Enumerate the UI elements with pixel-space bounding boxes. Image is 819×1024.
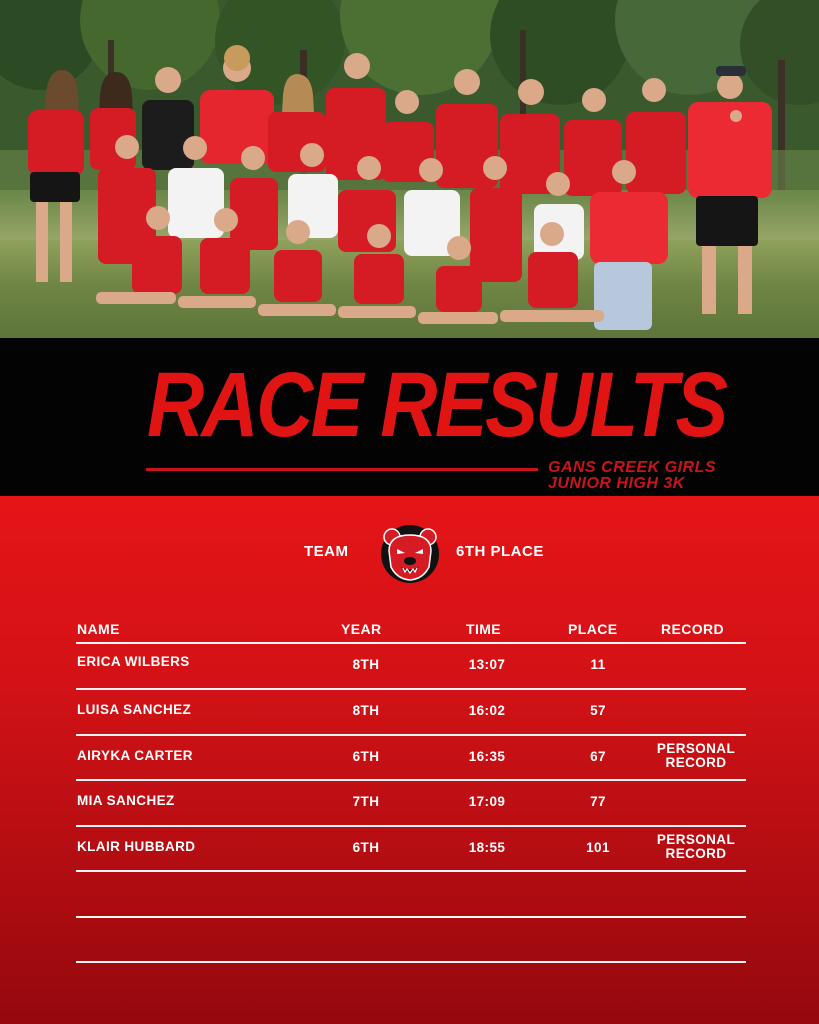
runner-name: ERICA WILBERS [77, 654, 190, 669]
runner-time: 18:55 [468, 840, 506, 855]
runner-year: 6TH [352, 749, 380, 764]
runner-year: 8TH [352, 657, 380, 672]
runner-year: 6TH [352, 840, 380, 855]
runner-place: 11 [590, 657, 606, 672]
runner-name: KLAIR HUBBARD [77, 839, 196, 854]
result-row [0, 781, 819, 827]
runner-record: PERSONAL RECORD [656, 832, 736, 861]
bear-logo-icon [379, 523, 441, 585]
column-header-place: PLACE [568, 621, 618, 637]
team-place: 6TH PLACE [456, 543, 544, 560]
runner-place: 67 [590, 749, 606, 764]
runner-time: 13:07 [468, 657, 506, 672]
runner-year: 7TH [352, 794, 380, 809]
runner-place: 57 [590, 703, 606, 718]
page-title: RACE RESULTS [147, 354, 726, 456]
title-underline [146, 468, 538, 471]
runner-name: AIRYKA CARTER [77, 748, 193, 763]
runner-name: MIA SANCHEZ [77, 793, 175, 808]
column-header-year: YEAR [341, 621, 382, 637]
team-photo [0, 0, 819, 338]
event-subtitle-line-2: JUNIOR HIGH 3K [548, 475, 685, 492]
result-row [0, 736, 819, 782]
event-subtitle [548, 460, 808, 492]
result-row [0, 690, 819, 736]
runner-place: 101 [586, 840, 610, 855]
column-header-time: TIME [466, 621, 502, 637]
runner-name: LUISA SANCHEZ [77, 702, 192, 717]
row-divider [76, 916, 746, 918]
runner-time: 17:09 [468, 794, 506, 809]
runner-year: 8TH [352, 703, 380, 718]
runner-record: PERSONAL RECORD [656, 741, 736, 770]
result-row [0, 644, 819, 690]
column-header-name: NAME [77, 621, 120, 637]
result-row [0, 827, 819, 873]
row-divider [76, 961, 746, 963]
athletes-group [0, 0, 819, 338]
runner-time: 16:02 [468, 703, 506, 718]
column-header-record: RECORD [661, 621, 725, 637]
team-label: TEAM [304, 543, 349, 560]
event-subtitle-line-1: GANS CREEK GIRLS [548, 459, 717, 476]
runner-time: 16:35 [468, 749, 506, 764]
runner-place: 77 [590, 794, 606, 809]
